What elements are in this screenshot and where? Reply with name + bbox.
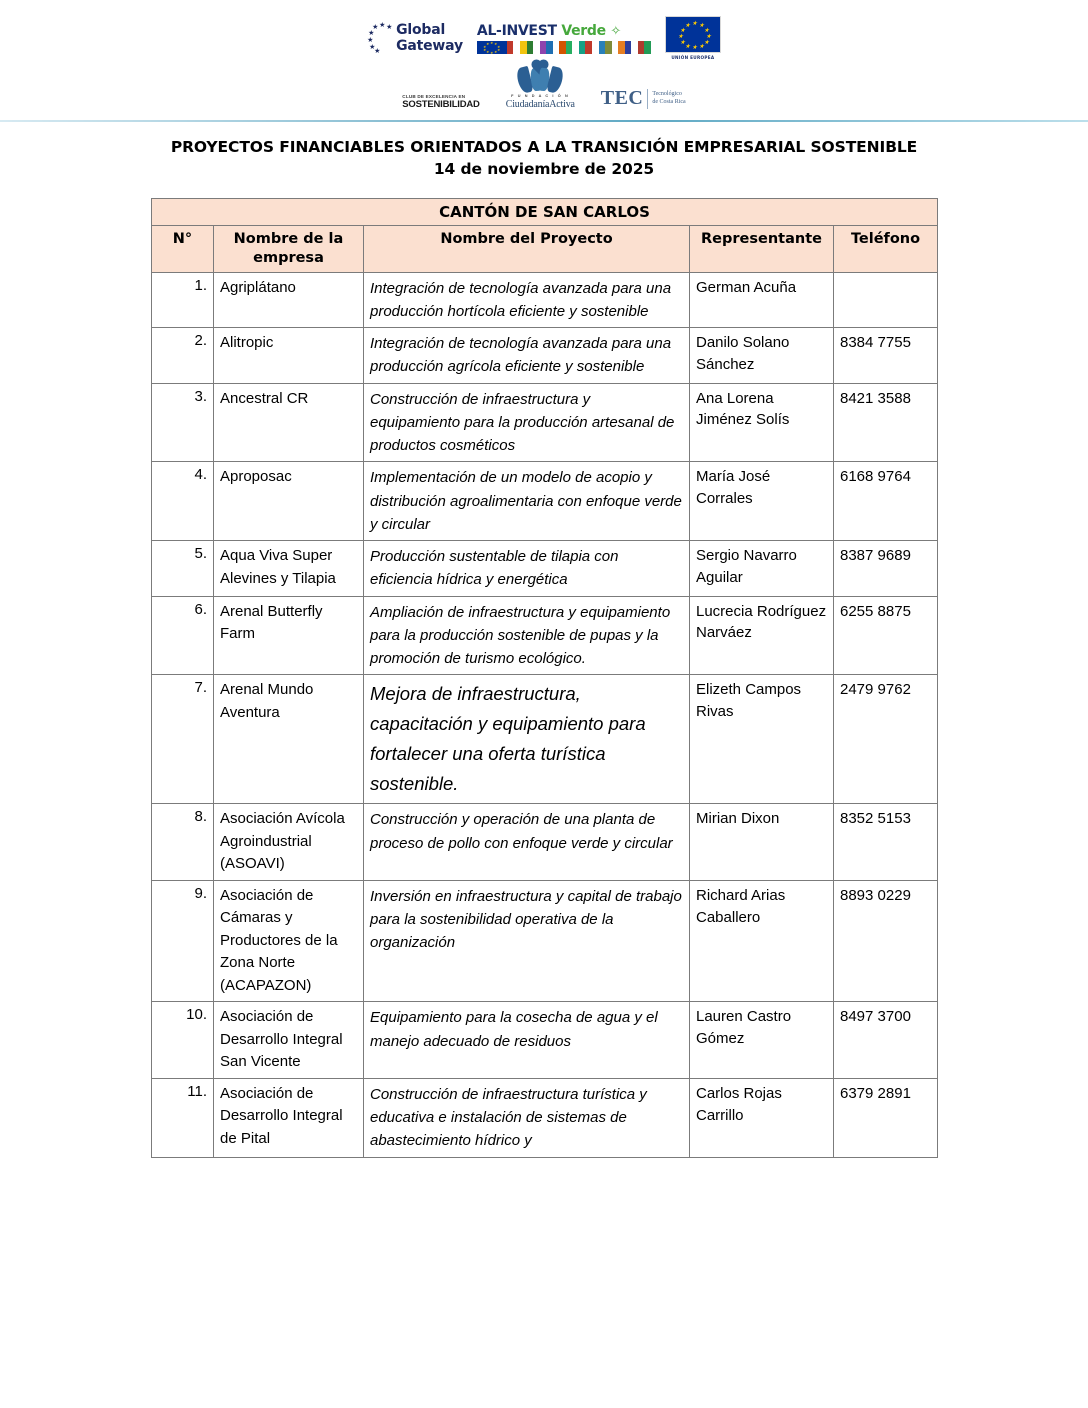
table-row — [152, 328, 938, 384]
cell-representante: Richard Arias Caballero — [690, 880, 834, 1002]
cell-proyecto: Integración de tecnología avanzada para una producción agrícola eficiente y sostenible — [364, 328, 690, 384]
cell-telefono — [834, 272, 938, 328]
title-line-1: PROYECTOS FINANCIABLES ORIENTADOS A LA TRANSICIÓN EMPRESARIAL SOSTENIBLE — [170, 138, 918, 156]
stars-arc-icon: ★ ★ ★ ★ ★ ★ ★ — [367, 22, 393, 55]
cell-num: 3. — [152, 383, 214, 462]
cell-representante: Lauren Castro Gómez — [690, 1002, 834, 1079]
cell-proyecto: Construcción de infraestructura y equipamiento para la producción artesanal de productos cosméticos — [364, 383, 690, 462]
cell-empresa: Asociación Avícola Agroindustrial (ASOAVI) — [214, 804, 364, 881]
cell-proyecto: Integración de tecnología avanzada para una producción hortícola eficiente y sostenible — [364, 272, 690, 328]
cell-telefono: 6379 2891 — [834, 1078, 938, 1157]
cell-telefono: 8497 3700 — [834, 1002, 938, 1079]
cell-representante: Elizeth Campos Rivas — [690, 675, 834, 804]
cell-proyecto: Equipamiento para la cosecha de agua y el manejo adecuado de residuos — [364, 1002, 690, 1079]
logo-union-europea — [665, 16, 721, 60]
leaf-icon: ✧ — [610, 23, 621, 39]
cell-telefono: 6255 8875 — [834, 596, 938, 675]
gg-line2: Gateway — [396, 38, 463, 54]
cell-representante: María José Corrales — [690, 462, 834, 541]
table-row — [152, 804, 938, 881]
al-invest-wordmark — [477, 23, 621, 39]
eu-flag-caption: UNIÓN EUROPEA — [671, 55, 715, 60]
cell-telefono: 8352 5153 — [834, 804, 938, 881]
logo-row-primary — [0, 14, 1088, 62]
cell-num: 7. — [152, 675, 214, 804]
cell-num: 8. — [152, 804, 214, 881]
cell-empresa: Ancestral CR — [214, 383, 364, 462]
column-header-num: N° — [152, 226, 214, 273]
cell-telefono: 8893 0229 — [834, 880, 938, 1002]
cell-proyecto: Ampliación de infraestructura y equipamiento para la producción sostenible de pupas y la promoción de turismo ecológico. — [364, 596, 690, 675]
table-row — [152, 462, 938, 541]
cell-representante: Sergio Navarro Aguilar — [690, 541, 834, 597]
cell-proyecto: Implementación de un modelo de acopio y distribución agroalimentaria con enfoque verde y circular — [364, 462, 690, 541]
table-caption: CANTÓN DE SAN CARLOS — [152, 199, 938, 226]
cell-empresa: Asociación de Cámaras y Productores de la Zona Norte (ACAPAZON) — [214, 880, 364, 1002]
gg-line1: Global — [396, 22, 446, 38]
cell-num: 4. — [152, 462, 214, 541]
logo-global-gateway — [367, 21, 463, 55]
column-header-empresa: Nombre de la empresa — [214, 226, 364, 273]
tec-divider — [647, 89, 648, 109]
cell-num: 1. — [152, 272, 214, 328]
cell-telefono: 8421 3588 — [834, 383, 938, 462]
table-row — [152, 675, 938, 804]
fundacion-name: CiudadaníaActiva — [505, 99, 575, 110]
cell-num: 10. — [152, 1002, 214, 1079]
table-body — [152, 272, 938, 1157]
cell-representante: Danilo Solano Sánchez — [690, 328, 834, 384]
tec-subtitle — [652, 91, 685, 106]
cell-proyecto: Construcción y operación de una planta de proceso de pollo con enfoque verde y circular — [364, 804, 690, 881]
cell-empresa: Agriplátano — [214, 272, 364, 328]
hands-heart-icon — [516, 63, 564, 93]
cell-num: 5. — [152, 541, 214, 597]
cell-telefono: 8384 7755 — [834, 328, 938, 384]
table-row — [152, 1078, 938, 1157]
tec-wordmark: TEC — [600, 87, 644, 109]
table-row — [152, 383, 938, 462]
header-divider-rule — [0, 120, 1088, 122]
cell-representante: Carlos Rojas Carrillo — [690, 1078, 834, 1157]
cell-empresa: Aqua Viva Super Alevines y Tilapia — [214, 541, 364, 597]
cell-empresa: Aproposac — [214, 462, 364, 541]
cell-telefono: 8387 9689 — [834, 541, 938, 597]
table-row — [152, 880, 938, 1002]
cell-telefono: 6168 9764 — [834, 462, 938, 541]
logo-fundacion-ciudadania-activa — [506, 63, 575, 110]
cell-empresa: Asociación de Desarrollo Integral San Vicente — [214, 1002, 364, 1079]
table-row — [152, 596, 938, 675]
cell-num: 9. — [152, 880, 214, 1002]
column-header-telefono: Teléfono — [834, 226, 938, 273]
cell-num: 6. — [152, 596, 214, 675]
fundacion-sub: F U N D A C I Ó N — [511, 94, 570, 98]
eu-flag-icon-small: ★ ★ ★ ★ ★ ★ ★ ★ ★ ★ — [477, 41, 507, 54]
logo-row-secondary — [0, 64, 1088, 110]
cell-proyecto: Producción sustentable de tilapia con eficiencia hídrica y energética — [364, 541, 690, 597]
logo-tec — [601, 87, 686, 110]
logo-club-excelencia — [402, 95, 479, 110]
cell-representante: Mirian Dixon — [690, 804, 834, 881]
table-caption-row — [152, 199, 938, 226]
title-line-2: 14 de noviembre de 2025 — [433, 160, 655, 178]
cell-proyecto: Inversión en infraestructura y capital de trabajo para la sostenibilidad operativa de la organización — [364, 880, 690, 1002]
club-line2: SOSTENIBILIDAD — [402, 99, 480, 111]
cell-empresa: Alitropic — [214, 328, 364, 384]
al-invest-suffix: Verde — [561, 22, 606, 39]
cell-representante: German Acuña — [690, 272, 834, 328]
tec-sub-line2: de Costa Rica — [652, 98, 686, 105]
table-header-row — [152, 226, 938, 273]
club-line1: CLUB DE EXCELENCIA EN — [402, 94, 466, 100]
cell-empresa: Arenal Mundo Aventura — [214, 675, 364, 804]
cell-telefono: 2479 9762 — [834, 675, 938, 804]
cell-representante: Ana Lorena Jiménez Solís — [690, 383, 834, 462]
global-gateway-wordmark — [396, 22, 463, 54]
page-title — [0, 136, 1088, 180]
table-row — [152, 272, 938, 328]
cell-empresa: Asociación de Desarrollo Integral de Pital — [214, 1078, 364, 1157]
table-row — [152, 541, 938, 597]
column-header-proyecto: Nombre del Proyecto — [364, 226, 690, 273]
column-header-representante: Representante — [690, 226, 834, 273]
cell-proyecto: Construcción de infraestructura turística y educativa e instalación de sistemas de abastecimiento hídrico y — [364, 1078, 690, 1157]
tec-sub-line1: Tecnológico — [652, 91, 682, 97]
al-invest-prefix: AL-INVEST — [476, 22, 557, 39]
logo-banner — [0, 0, 1088, 122]
cell-empresa: Arenal Butterfly Farm — [214, 596, 364, 675]
projects-table-container — [151, 198, 937, 1158]
logo-al-invest-verde — [477, 23, 651, 54]
cell-num: 2. — [152, 328, 214, 384]
cell-num: 11. — [152, 1078, 214, 1157]
cell-representante: Lucrecia Rodríguez Narváez — [690, 596, 834, 675]
al-invest-color-bars — [477, 41, 651, 54]
table-row — [152, 1002, 938, 1079]
eu-flag-icon: ★ ★ ★ ★ ★ ★ ★ ★ ★ ★ ★ ★ — [665, 16, 721, 53]
projects-table — [151, 198, 938, 1158]
cell-proyecto: Mejora de infraestructura, capacitación y equipamiento para fortalecer una oferta turística sostenible. — [364, 675, 690, 804]
